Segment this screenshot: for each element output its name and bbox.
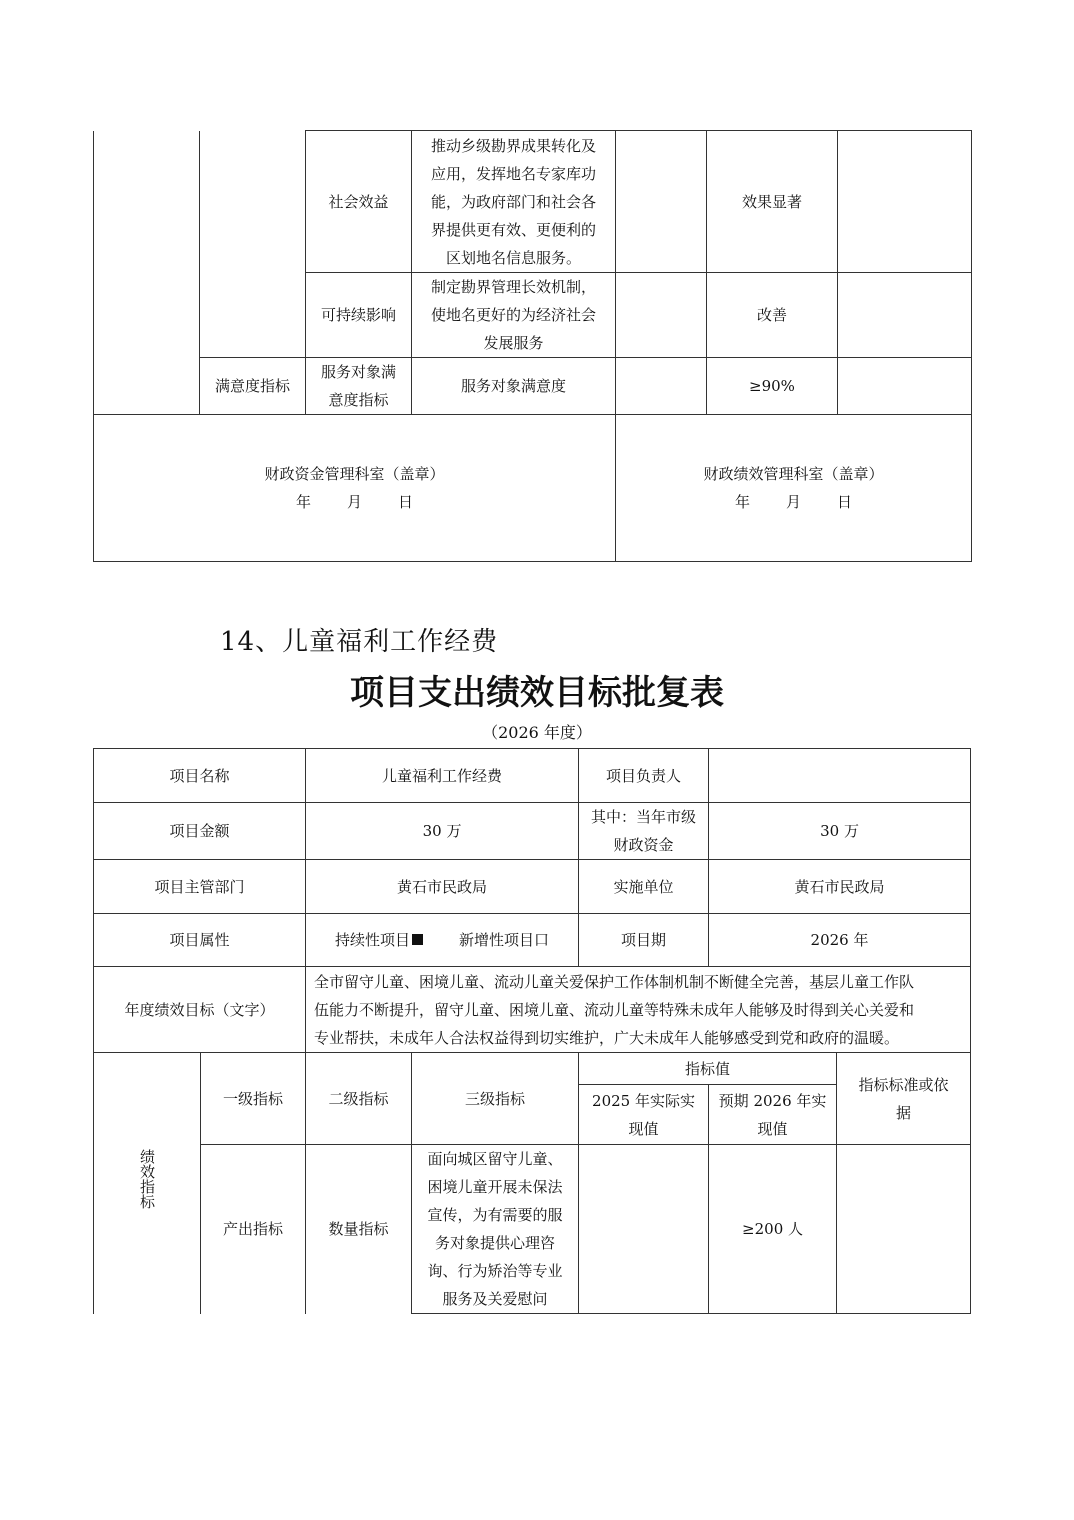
checked-box-icon [412, 934, 423, 945]
blank-level1-cell [200, 131, 306, 358]
sign-date-left: 年 月 日 [295, 493, 414, 511]
row-level2: 数量指标 [306, 1145, 412, 1314]
dept-value: 黄石市民政局 [306, 860, 579, 914]
col-level1-header: 一级指标 [201, 1053, 306, 1145]
row-actual [579, 1145, 709, 1314]
city-funds-value: 30 万 [709, 803, 971, 860]
period-value: 2026 年 [709, 914, 971, 967]
actual-social-benefit [616, 131, 707, 273]
sign-block-left [94, 415, 616, 562]
goal-text: 全市留守儿童、困境儿童、流动儿童关爱保护工作体制机制不断健全完善，基层儿童工作队 伍能力不断提升，留守儿童、困境儿童、流动儿童等特殊未成年人能够及时得到关心关爱和 专业帮扶，未成年人合法权益得到切实维护，广大未成年人能够感受到党和政府的温暖。 [306, 967, 971, 1053]
section-heading: 14、儿童福利工作经费 [220, 627, 499, 657]
level2-satisfaction: 服务对象满 意度指标 [306, 358, 412, 415]
city-funds-label: 其中：当年市级 财政资金 [579, 803, 709, 860]
col-expected-header: 预期 2026 年实 现值 [709, 1085, 837, 1145]
sign-office-left: 财政资金管理科室（盖章） [264, 465, 445, 483]
level2-social-benefit: 社会效益 [306, 131, 412, 273]
project-target-table [93, 748, 971, 1314]
project-amount-label: 项目金额 [94, 803, 306, 860]
row-level1: 产出指标 [201, 1145, 306, 1314]
col-value-header: 指标值 [579, 1053, 837, 1085]
blank-side-cell [94, 131, 200, 415]
impl-label: 实施单位 [579, 860, 709, 914]
goal-label: 年度绩效目标（文字） [94, 967, 306, 1053]
period-label: 项目期 [579, 914, 709, 967]
project-owner-value [709, 749, 971, 803]
target-social-benefit: 效果显著 [707, 131, 838, 273]
level2-sustainable: 可持续影响 [306, 273, 412, 358]
level3-social-benefit: 推动乡级勘界成果转化及 应用，发挥地名专家库功 能，为政府部门和社会各 界提供更有效、更便利的 区划地名信息服务。 [412, 131, 616, 273]
project-name-value: 儿童福利工作经费 [306, 749, 579, 803]
table-year: （2026 年度） [482, 723, 592, 742]
standard-social-benefit [838, 131, 972, 273]
dept-label: 项目主管部门 [94, 860, 306, 914]
project-amount-value: 30 万 [306, 803, 579, 860]
sign-office-right: 财政绩效管理科室（盖章） [703, 465, 884, 483]
col-standard-header: 指标标准或依 据 [837, 1053, 971, 1145]
sign-block-right [616, 415, 972, 562]
actual-satisfaction [616, 358, 707, 415]
attr-label: 项目属性 [94, 914, 306, 967]
standard-sustainable [838, 273, 972, 358]
sign-date-right: 年 月 日 [734, 493, 853, 511]
col-actual-header: 2025 年实际实 现值 [579, 1085, 709, 1145]
level1-satisfaction: 满意度指标 [200, 358, 306, 415]
attr-new: 新增性项目口 [459, 931, 550, 949]
row-standard [837, 1145, 971, 1314]
row-level3: 面向城区留守儿童、 困境儿童开展未保法 宣传，为有需要的服 务对象提供心理咨 询、行为矫治等专业 服务及关爱慰问 [412, 1145, 579, 1314]
continued-indicator-table [93, 130, 972, 562]
row-expected: ≥200 人 [709, 1145, 837, 1314]
impl-value: 黄石市民政局 [709, 860, 971, 914]
col-level3-header: 三级指标 [412, 1053, 579, 1145]
level3-satisfaction: 服务对象满意度 [412, 358, 616, 415]
level3-sustainable: 制定勘界管理长效机制， 使地名更好的为经济社会 发展服务 [412, 273, 616, 358]
attr-value [306, 914, 579, 967]
project-owner-label: 项目负责人 [579, 749, 709, 803]
attr-continuing: 持续性项目 [335, 931, 411, 949]
col-level2-header: 二级指标 [306, 1053, 412, 1145]
project-name-label: 项目名称 [94, 749, 306, 803]
standard-satisfaction [838, 358, 972, 415]
indicator-side-label: 绩效指标 [94, 1053, 201, 1314]
target-satisfaction: ≥90% [707, 358, 838, 415]
actual-sustainable [616, 273, 707, 358]
table-title: 项目支出绩效目标批复表 [350, 673, 724, 713]
target-sustainable: 改善 [707, 273, 838, 358]
